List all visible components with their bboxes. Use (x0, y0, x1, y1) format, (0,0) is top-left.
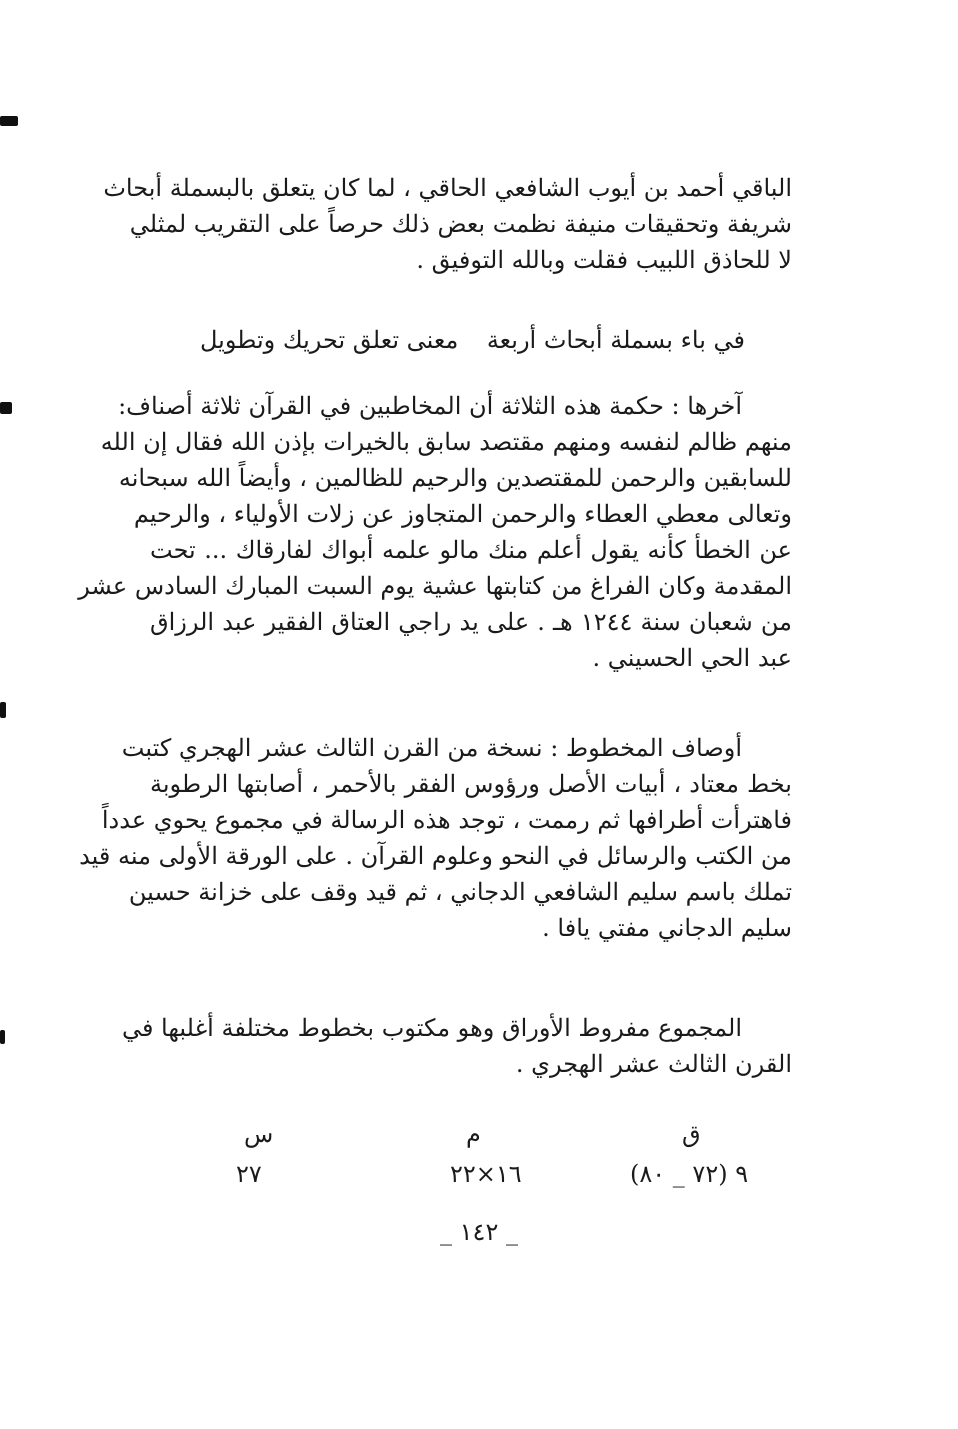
table-cell: ٢٧ (236, 1160, 262, 1188)
paragraph-manuscript-description (79, 730, 792, 946)
text-line: الباقي أحمد بن أيوب الشافعي الحاقي ، لما كان يتعلق بالبسملة أبحاث (103, 174, 792, 202)
text-line: من الكتب والرسائل في النحو وعلوم القرآن . على الورقة الأولى منه قيد (79, 842, 792, 870)
text-line: وتعالى معطي العطاء والرحمن المتجاوز عن زلات الأولياء ، والرحيم (133, 500, 792, 528)
text-line: للسابقين والرحمن للمقتصدين والرحيم للظالمين ، وأيضاً الله سبحانه (118, 464, 792, 492)
scan-mark-2 (0, 402, 12, 414)
text-line: شريفة وتحقيقات منيفة نظمت بعض ذلك حرصاً على التقريب لمثلي (129, 210, 792, 238)
verse-first-hemistich: في باء بسملة أبحاث أربعة (486, 326, 745, 354)
scan-mark-3 (0, 702, 6, 718)
text-line: سليم الدجاني مفتي يافا . (542, 914, 792, 942)
verse-line (200, 322, 745, 358)
page-number: _ ١٤٢ _ (440, 1218, 518, 1246)
table-header: م (466, 1120, 481, 1148)
paragraph-intro (103, 170, 792, 278)
text-line: المقدمة وكان الفراغ من كتابتها عشية يوم السبت المبارك السادس عشر (78, 572, 792, 600)
paragraph-collection-note (121, 1010, 792, 1082)
table-header: س (244, 1120, 274, 1148)
text-line: أوصاف المخطوط : نسخة من القرن الثالث عشر الهجري كتبت (121, 734, 742, 762)
table-header: ق (682, 1120, 701, 1148)
scan-mark-1 (0, 116, 18, 126)
text-line: القرن الثالث عشر الهجري . (515, 1050, 792, 1078)
text-line: تملك باسم سليم الشافعي الدجاني ، ثم قيد وقف على خزانة حسين (128, 878, 792, 906)
text-line: من شعبان سنة ١٢٤٤ هـ . على يد راجي العتاق الفقير عبد الرزاق (150, 608, 792, 636)
text-line: عن الخطأ كأنه يقول أعلم منك مالو علمه أبواك لفارقاك ... تحت (150, 536, 792, 564)
text-line: بخط معتاد ، أبيات الأصل ورؤوس الفقر بالأحمر ، أصابتها الرطوبة (150, 770, 792, 798)
table-cell: ٩ (٧٢ _ ٨٠) (630, 1160, 749, 1188)
text-line: لا للحاذق اللبيب فقلت وبالله التوفيق . (416, 246, 792, 274)
verse-second-hemistich: معنى تعلق تحريك وتطويل (200, 326, 459, 354)
text-line: المجموع مفروط الأوراق وهو مكتوب بخطوط مختلفة أغلبها في (121, 1014, 742, 1042)
text-line: فاهترأت أطرافها ثم رممت ، توجد هذه الرسالة في مجموع يحوي عدداً (101, 806, 792, 834)
text-line: منهم ظالم لنفسه ومنهم مقتصد سابق بالخيرات بإذن الله فقال إن الله (100, 428, 792, 456)
scan-mark-4 (0, 1030, 5, 1044)
table-cell: ١٦×٢٢ (450, 1160, 522, 1188)
text-line: آخرها : حكمة هذه الثلاثة أن المخاطبين في القرآن ثلاثة أصناف: (118, 392, 742, 420)
paragraph-ending (78, 388, 792, 676)
text-line: عبد الحي الحسيني . (592, 644, 792, 672)
